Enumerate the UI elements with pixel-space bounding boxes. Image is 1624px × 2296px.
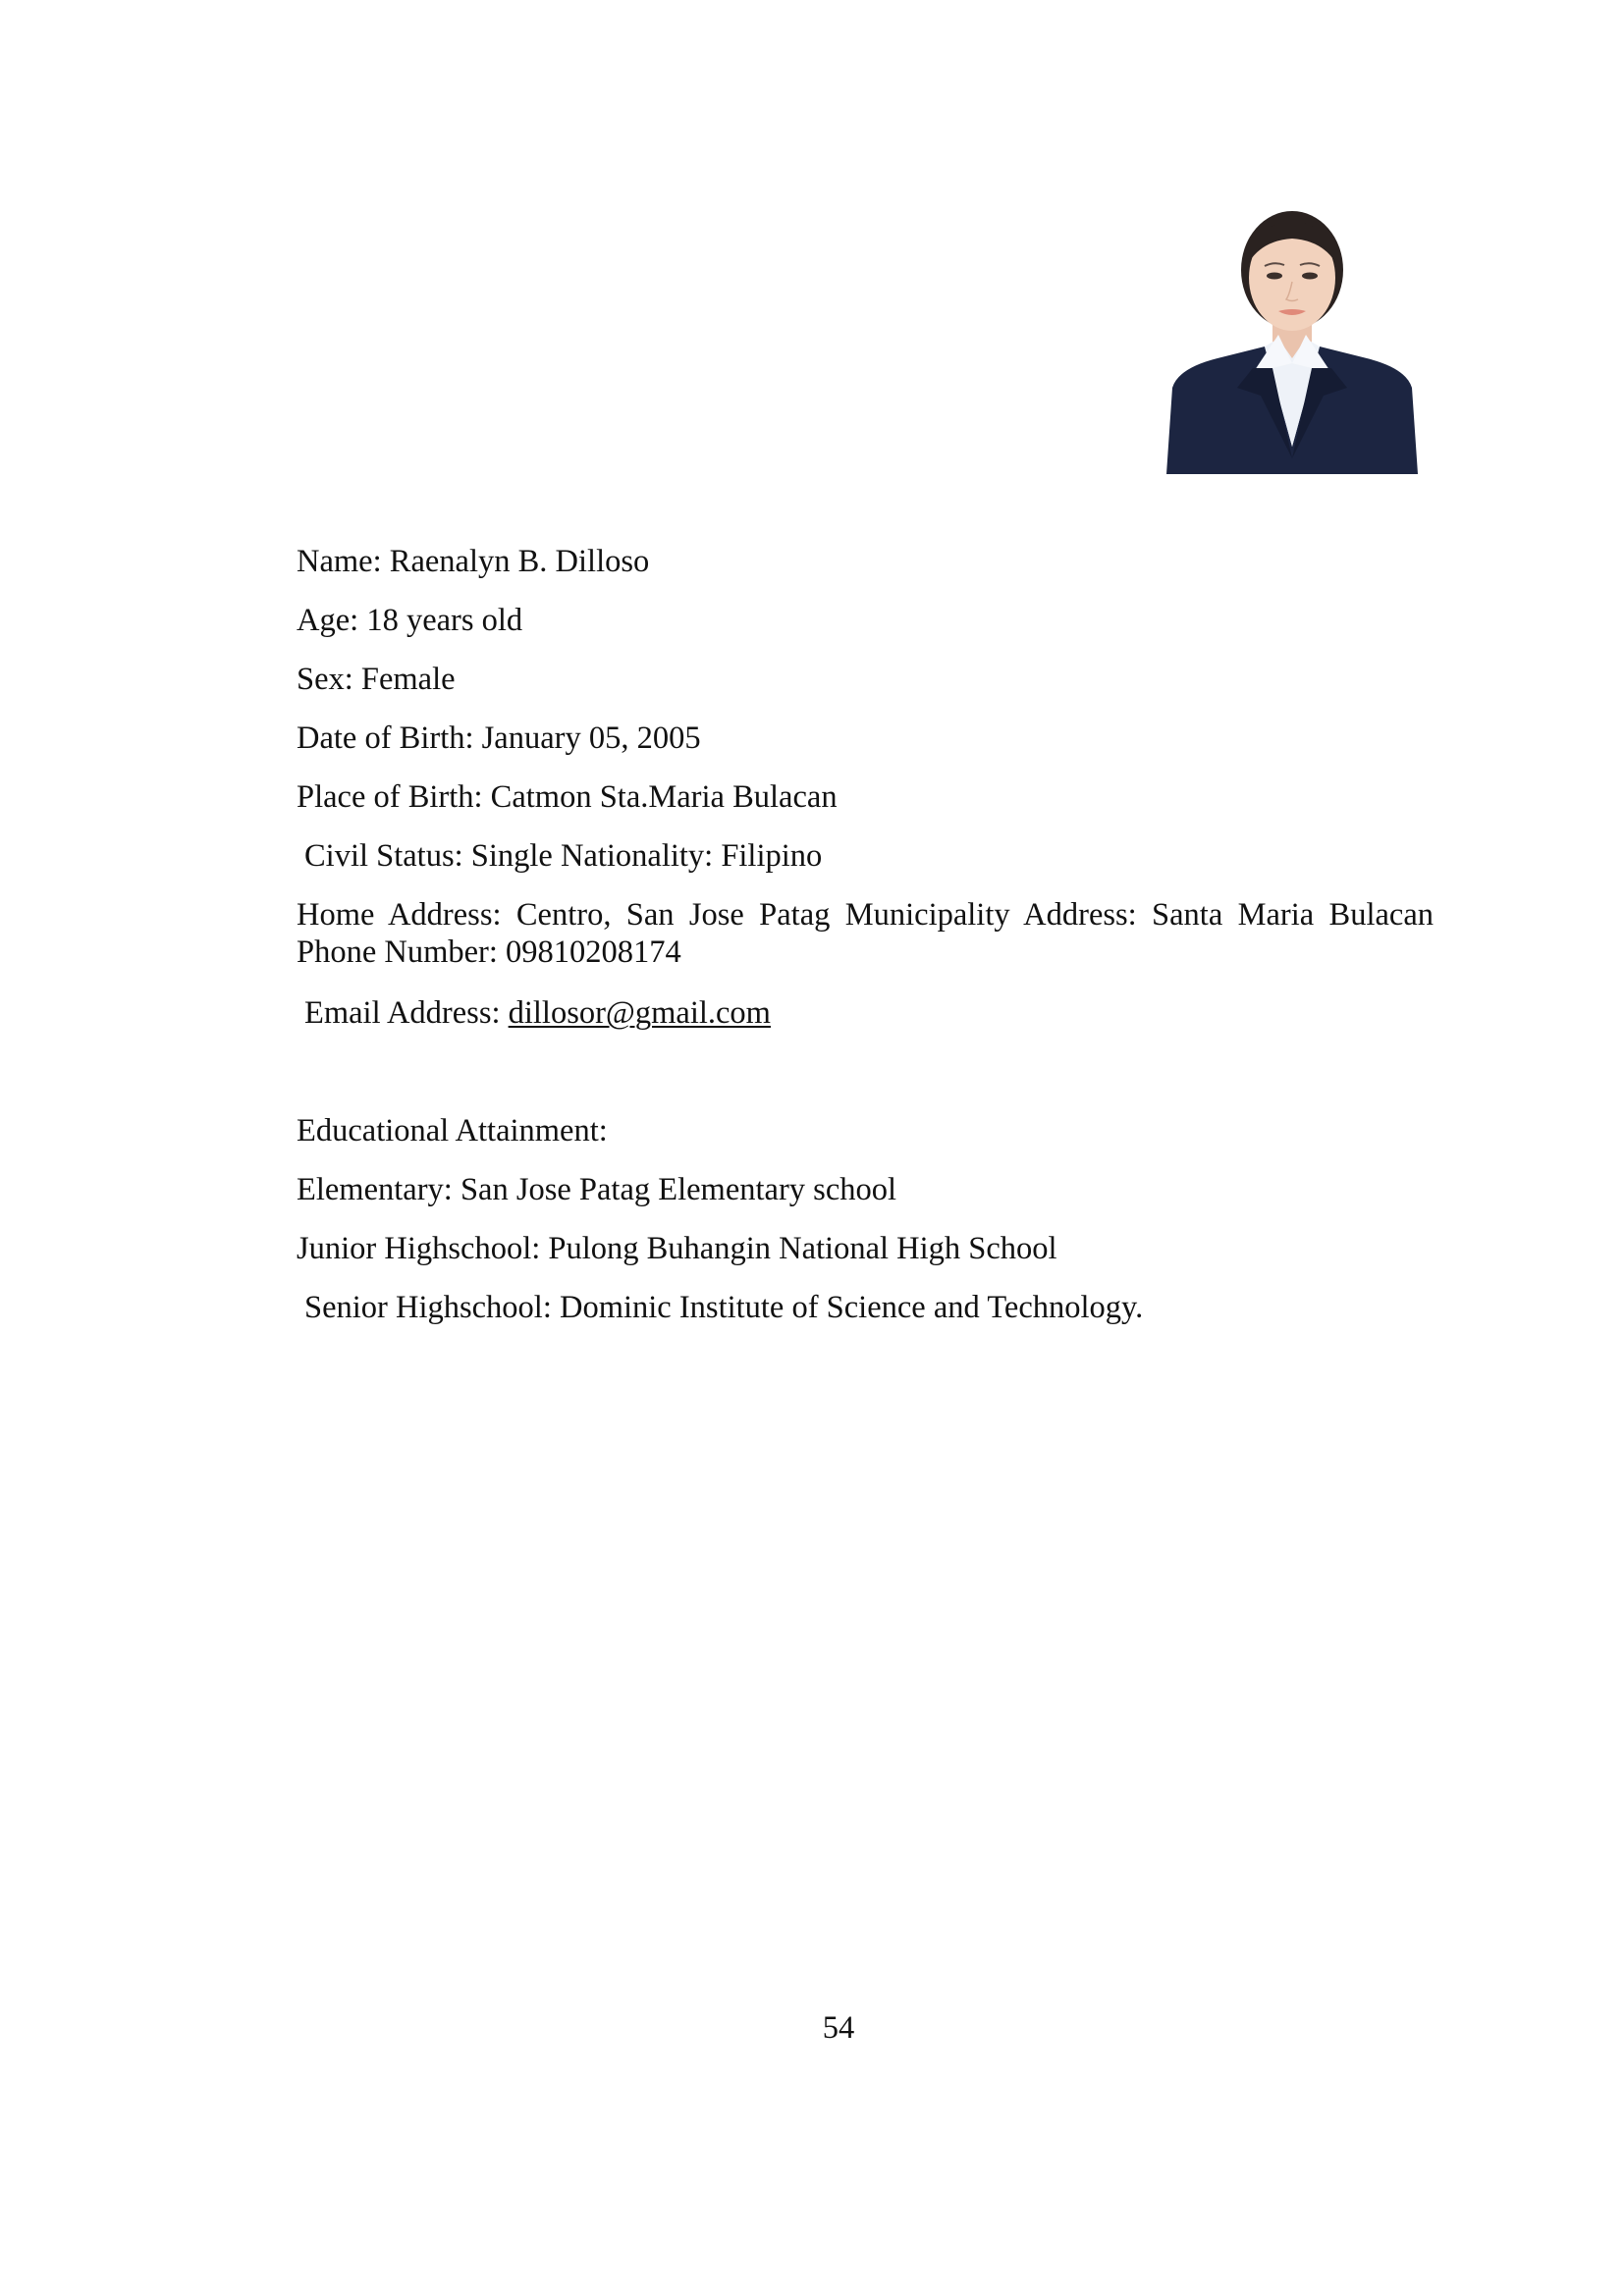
age-line [297,602,522,639]
name-line [297,543,649,580]
age-label: Age: [297,603,359,638]
elementary-line [297,1171,896,1208]
pob-label: Place of Birth: [297,779,483,815]
senior-label: Senior Highschool: [304,1290,552,1325]
sex-value: Female [360,662,456,697]
pob-value: Catmon Sta.Maria Bulacan [490,779,838,815]
civil-status-value: Single [470,838,553,874]
sex-label: Sex: [297,662,353,697]
page-number: 54 [822,2010,855,2046]
address-block [297,896,1434,971]
email-label: Email Address: [304,995,501,1031]
nationality-label: Nationality: [560,838,714,874]
elementary-label: Elementary: [297,1172,453,1207]
dob-label: Date of Birth: [297,721,474,756]
municipality-value: Santa Maria Bulacan [1152,897,1435,933]
nationality-value: Filipino [721,838,823,874]
junior-highschool-line [297,1230,1057,1267]
address-line [297,896,1434,934]
phone-value: 09810208174 [506,934,681,970]
email-link[interactable]: dillosor@gmail.com [508,995,771,1031]
place-of-birth-line [297,778,838,816]
date-of-birth-line [297,720,701,757]
phone-line [297,934,681,970]
senior-highschool-line [304,1289,1143,1326]
email-line [304,994,771,1032]
education-heading: Educational Attainment: [297,1113,608,1148]
municipality-label: Municipality Address: [844,897,1137,933]
home-address-label: Home Address: [297,897,502,933]
sex-line [297,661,456,698]
junior-label: Junior Highschool: [297,1231,541,1266]
elementary-value: San Jose Patag Elementary school [460,1172,897,1207]
junior-value: Pulong Buhangin National High School [548,1231,1057,1266]
civil-status-line [304,837,822,875]
dob-value: January 05, 2005 [481,721,701,756]
civil-status-label: Civil Status: [304,838,463,874]
name-value: Raenalyn B. Dilloso [389,544,650,579]
profile-photo [1159,201,1426,474]
home-address-value: Centro, San Jose Patag [515,897,831,933]
age-value: 18 years old [366,603,523,638]
phone-label: Phone Number: [297,934,498,970]
person-portrait-icon [1159,201,1426,474]
senior-value: Dominic Institute of Science and Technology. [559,1290,1144,1325]
name-label: Name: [297,544,382,579]
